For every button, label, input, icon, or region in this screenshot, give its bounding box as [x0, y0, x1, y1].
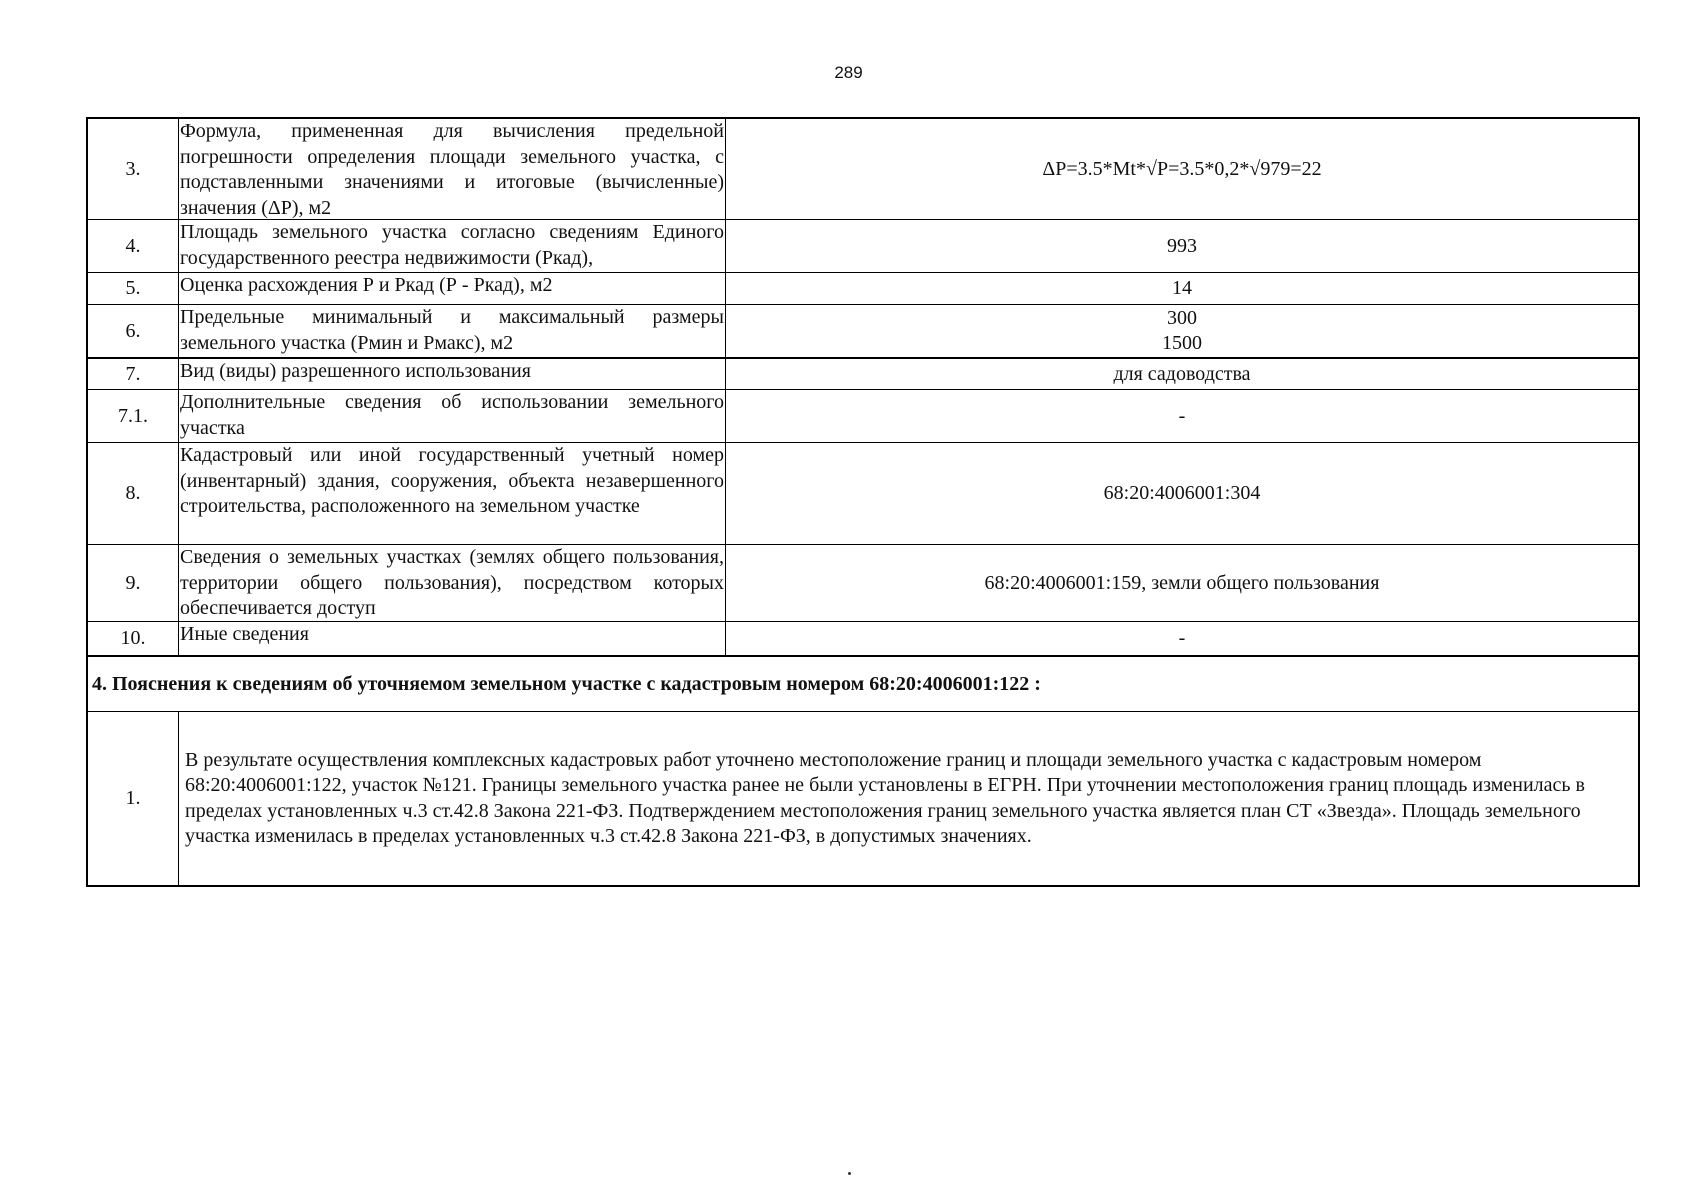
- table-row: [88, 304, 1638, 357]
- table-row: [88, 357, 1638, 389]
- section-heading-row: [88, 655, 1638, 711]
- row-description: Предельные минимальный и максимальный размеры земельного участка (Рмин и Рмакс), м2: [179, 305, 726, 357]
- table-row: [88, 621, 1638, 655]
- section-title: 4. Пояснения к сведениям об уточняемом земельном участке с кадастровым номером 68:20:4006001:122 :: [92, 672, 1041, 695]
- row-value: [726, 305, 1638, 357]
- table-row: [88, 219, 1638, 272]
- row-value-line: 993: [1167, 234, 1197, 257]
- row-description: Оценка расхождения Р и Ркад (Р - Ркад), м2: [179, 273, 726, 304]
- row-number: 3.: [88, 119, 179, 219]
- row-description: Кадастровый или иной государственный учетный номер (инвентарный) здания, сооружения, объекта незавершенного строительства, расположенного на земельном участке: [179, 443, 726, 544]
- row-value-line: 68:20:4006001:304: [1103, 482, 1261, 504]
- row-value-line: -: [1178, 627, 1186, 649]
- row-value: [726, 545, 1638, 621]
- row-description: Дополнительные сведения об использовании земельного участка: [179, 390, 726, 442]
- row-description: Вид (виды) разрешенного использования: [179, 359, 726, 389]
- row-number: 5.: [88, 273, 179, 304]
- table-row: [88, 119, 1638, 219]
- land-plot-table: [86, 117, 1640, 887]
- row-value-line: для садоводства: [1113, 362, 1251, 385]
- row-number: 10.: [88, 622, 179, 655]
- row-number: 7.1.: [88, 390, 179, 442]
- row-value-line: 68:20:4006001:159, земли общего пользования: [984, 571, 1380, 594]
- row-value-line: ΔР=3.5*Mt*√Р=3.5*0,2*√979=22: [1042, 157, 1322, 180]
- explanation-row: [88, 711, 1638, 885]
- row-value: [726, 390, 1638, 442]
- row-number: 4.: [88, 220, 179, 272]
- explanation-number: 1.: [88, 712, 179, 885]
- row-value: [726, 119, 1638, 219]
- row-value: [726, 273, 1638, 304]
- row-value: [726, 622, 1638, 655]
- row-description: Сведения о земельных участках (землях общего пользования, территории общего пользования), посредством которых обеспечивается доступ: [180, 546, 724, 619]
- row-value-line: 300: [1167, 307, 1197, 329]
- row-number: 8.: [88, 443, 179, 544]
- row-value: [726, 220, 1638, 272]
- row-value-line: 14: [1172, 277, 1192, 299]
- row-description: Иные сведения: [179, 622, 726, 655]
- page-number: 289: [834, 63, 863, 82]
- footer-dot: [848, 1172, 851, 1175]
- row-number: 6.: [88, 305, 179, 357]
- table-row: [88, 544, 1638, 621]
- row-value-line: 1500: [1162, 332, 1202, 354]
- row-number: 7.: [88, 359, 179, 389]
- table-row: [88, 272, 1638, 304]
- row-value-line: -: [1178, 404, 1186, 427]
- row-number: 9.: [88, 545, 179, 621]
- explanation-paragraph: В результате осуществления комплексных кадастровых работ уточнено местоположение границ и площади земельного участка с кадастровым номером 68:20:4006001:122, участок №121. Границы земельного участка ранее не были установлены в ЕГРН. При уточнении местоположения границ площадь изменилась в пределах установленных ч.3 ст.42.8 Закона 221-ФЗ. Подтверждением местоположения границ земельного участка является план СТ «Звезда». Площадь земельного участка изменилась в пределах установленных ч.3 ст.42.8 Закона 221-ФЗ, в допустимых значениях.: [185, 748, 1585, 847]
- explanation-text: [179, 712, 1638, 885]
- row-value: [726, 443, 1638, 544]
- table-row: [88, 442, 1638, 544]
- row-description: Площадь земельного участка согласно сведениям Единого государственного реестра недвижимости (Ркад),: [179, 220, 726, 272]
- table-row: [88, 389, 1638, 442]
- row-value: [726, 359, 1638, 389]
- row-description: Формула, примененная для вычисления предельной погрешности определения площади земельного участка, с подставленными значениями и итоговые (вычисленные) значения (ΔР), м2: [180, 120, 724, 219]
